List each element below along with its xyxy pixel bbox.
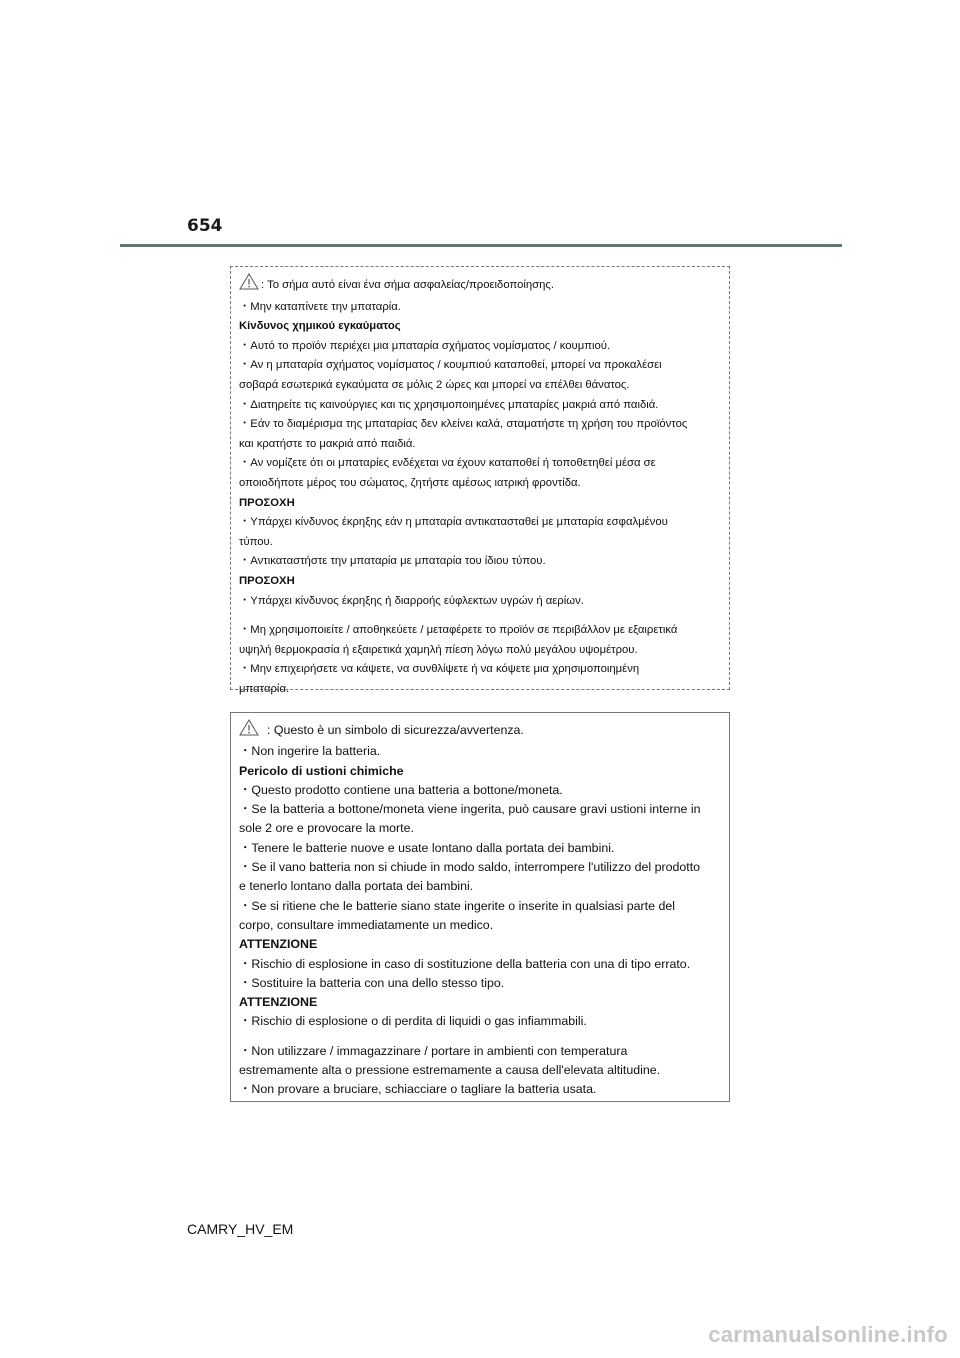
- greek-line: τύπου.: [239, 535, 273, 548]
- greek-symbol-text: : Το σήμα αυτό είναι ένα σήμα ασφαλείας/προειδοποίησης.: [261, 279, 555, 291]
- italian-line: ・Non ingerire la batteria.: [239, 744, 381, 759]
- italian-line: ・Se la batteria a bottone/moneta viene ingerita, può causare gravi ustioni interne in: [239, 802, 701, 817]
- italian-line: ・Rischio di esplosione o di perdita di liquidi o gas infiammabili.: [239, 1014, 587, 1029]
- header-rule: [120, 244, 842, 247]
- greek-line: ・Μην καταπίνετε την μπαταρία.: [239, 300, 401, 313]
- greek-line: ・Αντικαταστήστε την μπαταρία με μπαταρία του ίδιου τύπου.: [239, 555, 546, 568]
- greek-line: ・Υπάρχει κίνδυνος έκρηξης ή διαρροής εύφλεκτων υγρών ή αερίων.: [239, 594, 584, 607]
- italian-line: ・Se il vano batteria non si chiude in modo saldo, interrompere l'utilizzo del prodotto: [239, 860, 701, 875]
- italian-heading: ATTENZIONE: [239, 995, 318, 1010]
- italian-line: ・Tenere le batterie nuove e usate lontano dalla portata dei bambini.: [239, 840, 615, 855]
- greek-line: ・Μην επιχειρήσετε να κάψετε, να συνθλίψετε ή να κόψετε μια χρησιμοποιημένη: [239, 663, 640, 676]
- watermark: carmanualsonline.info: [708, 1322, 948, 1347]
- greek-heading: ΠΡΟΣΟΧΗ: [239, 496, 295, 509]
- italian-spacer: [239, 1032, 723, 1042]
- greek-line: σοβαρά εσωτερικά εγκαύματα σε μόλις 2 ώρες και μπορεί να επέλθει θάνατος.: [239, 378, 630, 391]
- greek-line: ・Μη χρησιμοποιείτε / αποθηκεύετε / μεταφέρετε το προϊόν σε περιβάλλον με εξαιρετικά: [239, 624, 678, 637]
- italian-line: estremamente alta o pressione estremamente a causa dell'elevata altitudine.: [239, 1063, 661, 1078]
- greek-line: ・Εάν το διαμέρισμα της μπαταρίας δεν κλείνει καλά, σταματήστε τη χρήση του προϊόντος: [239, 418, 688, 431]
- greek-line: ・Υπάρχει κίνδυνος έκρηξης εάν η μπαταρία αντικατασταθεί με μπαταρία εσφαλμένου: [239, 516, 668, 529]
- italian-line: ・Rischio di esplosione in caso di sostituzione della batteria con una di tipo errato.: [239, 956, 691, 971]
- greek-spacer: [239, 611, 723, 621]
- greek-line: οποιοδήποτε μέρος του σώματος, ζητήστε αμέσως ιατρική φροντίδα.: [239, 476, 581, 489]
- italian-line: ・Se si ritiene che le batterie siano state ingerite o inserite in qualsiasi parte del: [239, 898, 675, 913]
- greek-line: ・Αυτό το προϊόν περιέχει μια μπαταρία σχήματος νομίσματος / κουμπιού.: [239, 339, 611, 352]
- greek-symbol-line: [239, 273, 723, 298]
- italian-line: sole 2 ore e provocare la morte.: [239, 821, 414, 836]
- italian-line: ・Non utilizzare / immagazzinare / portare in ambienti con temperatura: [239, 1043, 628, 1058]
- warning-triangle-icon: [239, 273, 259, 298]
- italian-line: corpo, consultare immediatamente un medico.: [239, 917, 494, 932]
- footer-model-code: CAMRY_HV_EM: [187, 1221, 294, 1237]
- page-number: 654: [187, 216, 223, 236]
- greek-line: ・Αν η μπαταρία σχήματος νομίσματος / κουμπιού καταποθεί, μπορεί να προκαλέσει: [239, 359, 662, 372]
- italian-warning-box: [230, 712, 730, 1102]
- italian-line: ・Questo prodotto contiene una batteria a bottone/moneta.: [239, 782, 563, 797]
- italian-line: ・Non provare a bruciare, schiacciare o tagliare la batteria usata.: [239, 1082, 597, 1097]
- greek-line: ・Αν νομίζετε ότι οι μπαταρίες ενδέχεται να έχουν καταποθεί ή τοποθετηθεί μέσα σε: [239, 457, 656, 470]
- italian-symbol-text: : Questo è un simbolo di sicurezza/avvertenza.: [267, 723, 524, 737]
- italian-heading: ATTENZIONE: [239, 937, 318, 952]
- greek-line: υψηλή θερμοκρασία ή εξαιρετικά χαμηλή πίεση λόγω πολύ μεγάλου υψομέτρου.: [239, 643, 638, 656]
- greek-line: μπαταρία.: [239, 682, 290, 695]
- italian-heading: Pericolo di ustioni chimiche: [239, 763, 404, 778]
- italian-line: e tenerlo lontano dalla portata dei bambini.: [239, 879, 474, 894]
- greek-heading: ΠΡΟΣΟΧΗ: [239, 574, 295, 587]
- italian-symbol-line: [239, 719, 723, 742]
- greek-line: ・Διατηρείτε τις καινούργιες και τις χρησιμοποιημένες μπαταρίες μακριά από παιδιά.: [239, 398, 659, 411]
- italian-line: ・Sostituire la batteria con una dello stesso tipo.: [239, 975, 505, 990]
- greek-line: και κρατήστε το μακριά από παιδιά.: [239, 437, 416, 450]
- greek-heading: Κίνδυνος χημικού εγκαύματος: [239, 320, 401, 333]
- greek-warning-box: [230, 266, 730, 695]
- warning-triangle-icon: [239, 719, 259, 742]
